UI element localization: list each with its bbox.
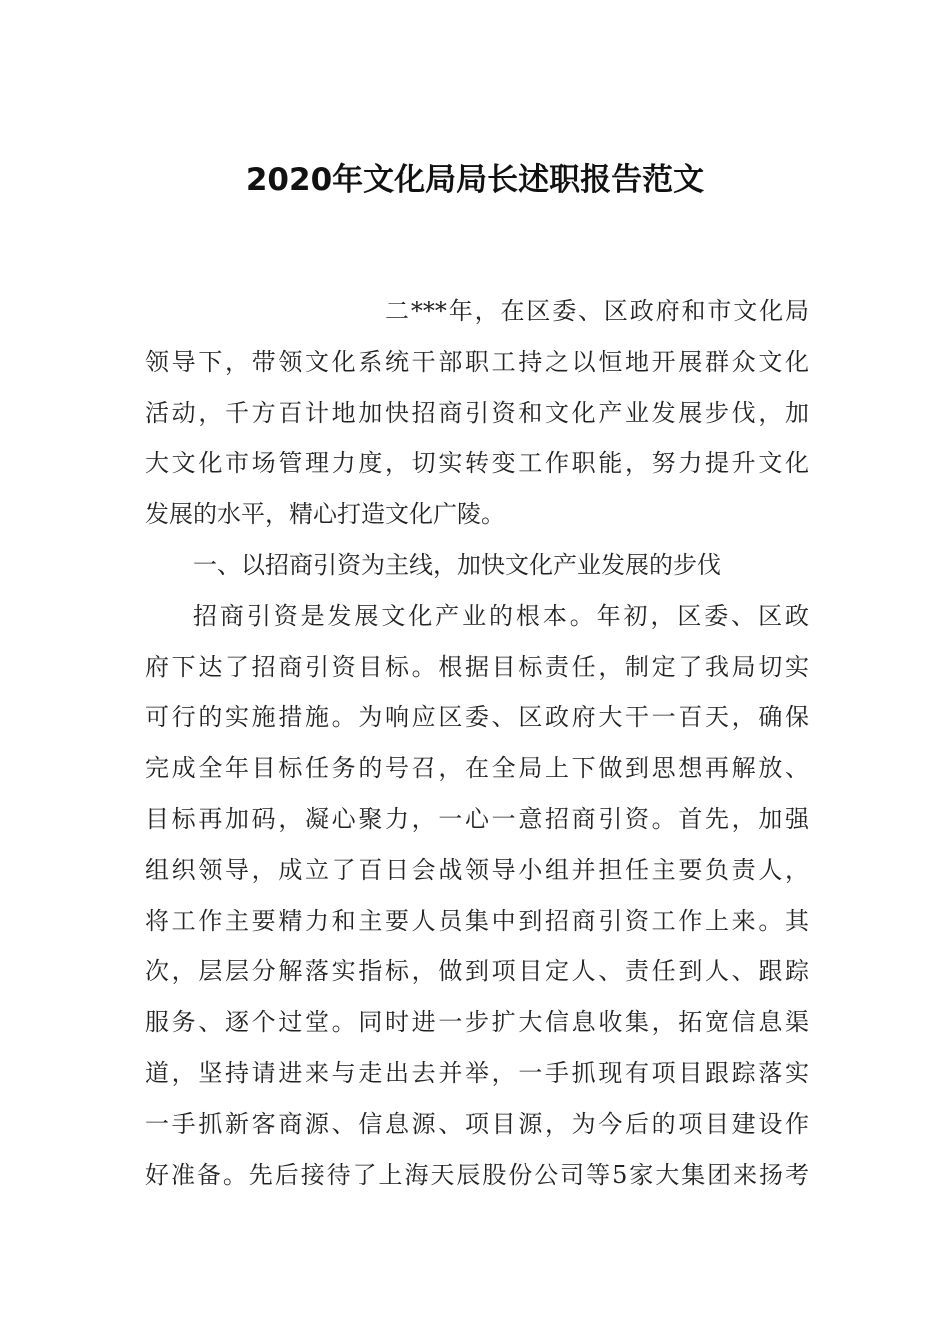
paragraph-line: 服务、逐个过堂。同时进一步扩大信息收集，拓宽信息渠 bbox=[145, 1008, 809, 1037]
paragraph-line: 领导下，带领文化系统干部职工持之以恒地开展群众文化 bbox=[145, 347, 809, 376]
paragraph-line: 府下达了招商引资目标。根据目标责任，制定了我局切实 bbox=[145, 652, 809, 681]
paragraph-line: 好准备。先后接待了上海天辰股份公司等5家大集团来扬考 bbox=[145, 1160, 809, 1189]
section-heading: 一、以招商引资为主线，加快文化产业发展的步伐 bbox=[193, 550, 721, 579]
paragraph-line: 可行的实施措施。为响应区委、区政府大干一百天，确保 bbox=[145, 703, 809, 732]
paragraph-line: 目标再加码，凝心聚力，一心一意招商引资。首先，加强 bbox=[145, 804, 809, 833]
document-body bbox=[145, 286, 809, 1200]
paragraph-line: 完成全年目标任务的号召，在全局上下做到思想再解放、 bbox=[145, 754, 809, 783]
paragraph-line: 将工作主要精力和主要人员集中到招商引资工作上来。其 bbox=[145, 906, 809, 935]
paragraph-line: 活动，千方百计地加快招商引资和文化产业发展步伐，加 bbox=[145, 398, 809, 427]
paragraph-line: 大文化市场管理力度，切实转变工作职能，努力提升文化 bbox=[145, 449, 809, 478]
paragraph-line: 组织领导，成立了百日会战领导小组并担任主要负责人， bbox=[145, 855, 809, 884]
paragraph-line: 发展的水平，精心打造文化广陵。 bbox=[145, 500, 505, 529]
paragraph-line: 道，坚持请进来与走出去并举，一手抓现有项目跟踪落实 bbox=[145, 1058, 809, 1087]
paragraph-line: 二***年，在区委、区政府和市文化局 bbox=[385, 297, 809, 325]
paragraph-line: 次，层层分解落实指标，做到项目定人、责任到人、跟踪 bbox=[145, 957, 809, 986]
paragraph-line: 一手抓新客商源、信息源、项目源，为今后的项目建设作 bbox=[145, 1109, 809, 1138]
paragraph-line: 招商引资是发展文化产业的根本。年初，区委、区政 bbox=[193, 601, 809, 630]
document-title: 2020年文化局局长述职报告范文 bbox=[245, 162, 705, 198]
